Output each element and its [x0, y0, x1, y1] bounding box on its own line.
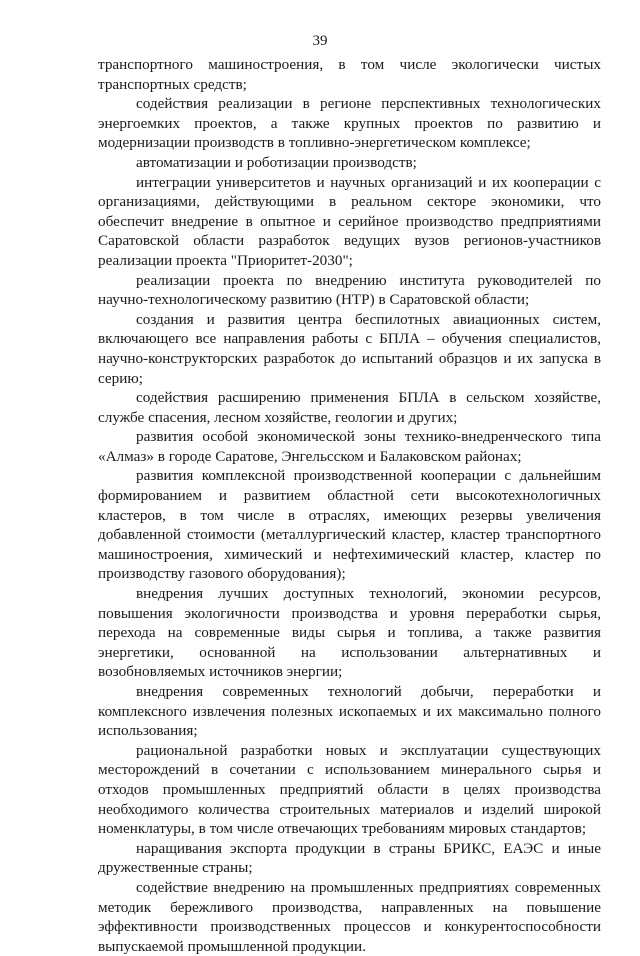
- paragraph: содействия реализации в регионе перспективных технологических энергоемких проектов, а также крупных проектов по развитию и модернизации производств в топливно-энергетическом комплексе;: [98, 95, 601, 152]
- paragraph: реализации проекта по внедрению института руководителей по научно-технологическому развитию (НТР) в Саратовской области;: [98, 271, 601, 309]
- page-number: 39: [312, 33, 328, 49]
- paragraph: наращивания экспорта продукции в страны БРИКС, ЕАЭС и иные дружественные страны;: [98, 839, 601, 877]
- paragraph: внедрения лучших доступных технологий, экономии ресурсов, повышения экологичности производства и уровня переработки сырья, перехода на современные виды сырья и топлива, а также развития энергетики, основанной на использовании альтернативных и возобновляемых источников энергии;: [98, 585, 601, 681]
- paragraph: интеграции университетов и научных организаций и их кооперации с организациями, действующими в реальном секторе экономики, что обеспечит внедрение в опытное и серийное производство предприятиями Саратовской области разработок ведущих вузов регионов-участников реализации проекта "Приоритет-2030";: [98, 173, 601, 269]
- paragraph: содействия расширению применения БПЛА в сельском хозяйстве, службе спасения, лесном хозяйстве, геологии и других;: [98, 389, 601, 426]
- paragraph: развития особой экономической зоны технико-внедренческого типа «Алмаз» в городе Саратове, Энгельсском и Балаковском районах;: [98, 428, 601, 465]
- paragraph: автоматизации и роботизации производств;: [136, 153, 417, 171]
- paragraph: рациональной разработки новых и эксплуатации существующих месторождений в сочетании с использованием минерального сырья и отходов промышленных предприятий области в целях производства необходимого количества строительных материалов и изделий широкой номенклатуры, в том числе отвечающих требованиям мировых стандартов;: [98, 741, 601, 838]
- document-body: [98, 55, 601, 956]
- paragraph: развития комплексной производственной кооперации с дальнейшим формированием и развитием областной сети высокотехнологичных кластеров, в том числе в отраслях, имеющих резервы увеличения добавленной стоимости (металлургический кластер, кластер транспортного машиностроения, химический и нефтехимический кластер, кластер по производству газового оборудования);: [98, 467, 601, 583]
- paragraph: внедрения современных технологий добычи, переработки и комплексного извлечения полезных ископаемых и их максимально полного использования;: [98, 683, 601, 740]
- paragraph: создания и развития центра беспилотных авиационных систем, включающего все направления работы с БПЛА – обучения специалистов, научно-конструкторских разработок до испытаний образцов и их запуска в серию;: [98, 310, 601, 387]
- paragraph-continued: транспортного машиностроения, в том числе экологически чистых транспортных средств;: [98, 56, 601, 93]
- paragraph: содействие внедрению на промышленных предприятиях современных методик бережливого производства, направленных на повышение эффективности производственных процессов и конкурентоспособности выпускаемой промышленной продукции.: [98, 878, 601, 955]
